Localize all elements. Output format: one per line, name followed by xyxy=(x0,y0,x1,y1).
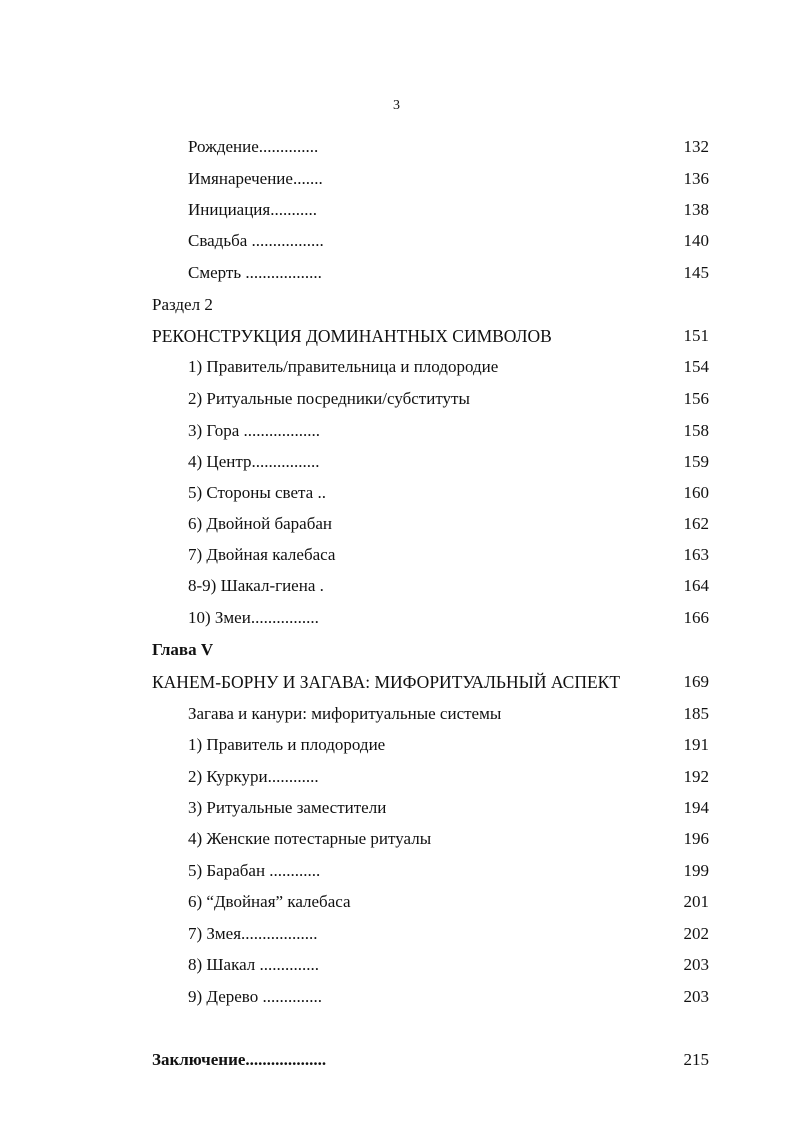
toc-entry-wedding xyxy=(188,228,709,254)
chapter-heading xyxy=(152,669,709,695)
toc-entry-label: 6) “Двойная” калебаса xyxy=(188,892,351,911)
toc-entry-label: Рождение.............. xyxy=(188,137,319,156)
toc-entry xyxy=(188,511,709,537)
toc-entry xyxy=(188,354,709,380)
toc-entry-page: 156 xyxy=(683,389,709,408)
toc-entry xyxy=(188,826,709,852)
toc-entry-page: 136 xyxy=(683,169,709,188)
toc-entry-label: 5) Барабан ............ xyxy=(188,861,321,880)
section-heading xyxy=(152,323,709,349)
chapter-heading-label: КАНЕМ-БОРНУ И ЗАГАВА: МИФОРИТУАЛЬНЫЙ АСПЕКТ xyxy=(152,672,621,692)
toc-entry xyxy=(188,449,709,475)
toc-entry-page: 163 xyxy=(683,545,709,564)
conclusion-label: Заключение................... xyxy=(152,1050,327,1069)
toc-entry-label: Загава и канури: мифоритуальные системы xyxy=(188,704,502,723)
page-number: 3 xyxy=(393,98,400,113)
toc-entry-page: 215 xyxy=(683,1050,709,1069)
toc-entry-naming xyxy=(188,166,709,192)
toc-entry-page: 203 xyxy=(683,955,709,974)
toc-entry-page: 202 xyxy=(683,924,709,943)
toc-entry-label: 9) Дерево .............. xyxy=(188,987,322,1006)
toc-entry-page: 164 xyxy=(683,576,709,595)
toc-entry-page: 160 xyxy=(683,483,709,502)
toc-entry-page: 166 xyxy=(683,608,709,627)
toc-entry-page: 154 xyxy=(683,357,709,376)
toc-entry-page: 138 xyxy=(683,200,709,219)
toc-entry-initiation xyxy=(188,197,709,223)
toc-entry-label: Инициация........... xyxy=(188,200,317,219)
toc-entry-page: 191 xyxy=(683,735,709,754)
toc-entry xyxy=(188,732,709,758)
toc-entry-page: 159 xyxy=(683,452,709,471)
toc-entry xyxy=(188,764,709,790)
chapter-title: Глава V xyxy=(152,640,214,659)
toc-entry-birth xyxy=(188,134,709,160)
toc-entry-page: 192 xyxy=(683,767,709,786)
toc-entry-label: Имянаречение....... xyxy=(188,169,323,188)
toc-entry xyxy=(188,984,709,1010)
toc-entry xyxy=(188,480,709,506)
toc-entry-label: 8-9) Шакал-гиена . xyxy=(188,576,324,595)
toc-entry-label: 1) Правитель и плодородие xyxy=(188,735,386,754)
toc-entry-death xyxy=(188,260,709,286)
toc-entry xyxy=(188,542,709,568)
toc-entry-label: 5) Стороны света .. xyxy=(188,483,326,502)
toc-entry-label: Свадьба ................. xyxy=(188,231,324,250)
toc-entry-page: 199 xyxy=(683,861,709,880)
toc-entry-label: Смерть .................. xyxy=(188,263,322,282)
toc-entry-page: 196 xyxy=(683,829,709,848)
toc-entry-page: 185 xyxy=(683,704,709,723)
toc-entry-label: 4) Женские потестарные ритуалы xyxy=(188,829,432,848)
toc-entry-label: 4) Центр................ xyxy=(188,452,320,471)
toc-entry-page: 162 xyxy=(683,514,709,533)
toc-entry-label: 3) Ритуальные заместители xyxy=(188,798,387,817)
toc-entry-label: 1) Правитель/правительница и плодородие xyxy=(188,357,499,376)
section-title: Раздел 2 xyxy=(152,295,213,314)
toc-entry-page: 203 xyxy=(683,987,709,1006)
toc-entry-page: 194 xyxy=(683,798,709,817)
toc-entry-label: 3) Гора .................. xyxy=(188,421,321,440)
toc-entry-page: 158 xyxy=(683,421,709,440)
toc-entry xyxy=(188,921,709,947)
toc-entry-label: 7) Двойная калебаса xyxy=(188,545,336,564)
toc-entry xyxy=(188,573,709,599)
toc-entry xyxy=(188,795,709,821)
conclusion-entry xyxy=(152,1047,709,1073)
toc-entry-label: 10) Змеи................ xyxy=(188,608,319,627)
toc-entry xyxy=(188,952,709,978)
toc-entry xyxy=(188,418,709,444)
toc-entry xyxy=(188,701,709,727)
toc-entry-label: 2) Куркури............ xyxy=(188,767,319,786)
section-label xyxy=(152,292,709,318)
toc-entry xyxy=(188,889,709,915)
toc-entry xyxy=(188,605,709,631)
toc-entry-label: 6) Двойной барабан xyxy=(188,514,332,533)
toc-entry xyxy=(188,386,709,412)
toc-entry-page: 169 xyxy=(683,672,709,691)
toc-entry-page: 132 xyxy=(683,137,709,156)
toc-entry-page: 140 xyxy=(683,231,709,250)
chapter-label xyxy=(152,637,709,663)
toc-entry-label: 2) Ритуальные посредники/субституты xyxy=(188,389,470,408)
section-heading-label: РЕКОНСТРУКЦИЯ ДОМИНАНТНЫХ СИМВОЛОВ xyxy=(152,326,552,346)
toc-entry-label: 8) Шакал .............. xyxy=(188,955,320,974)
toc-entry-page: 151 xyxy=(683,326,709,345)
toc-entry-page: 201 xyxy=(683,892,709,911)
toc-entry-label: 7) Змея.................. xyxy=(188,924,318,943)
toc-entry-page: 145 xyxy=(683,263,709,282)
toc-entry xyxy=(188,858,709,884)
